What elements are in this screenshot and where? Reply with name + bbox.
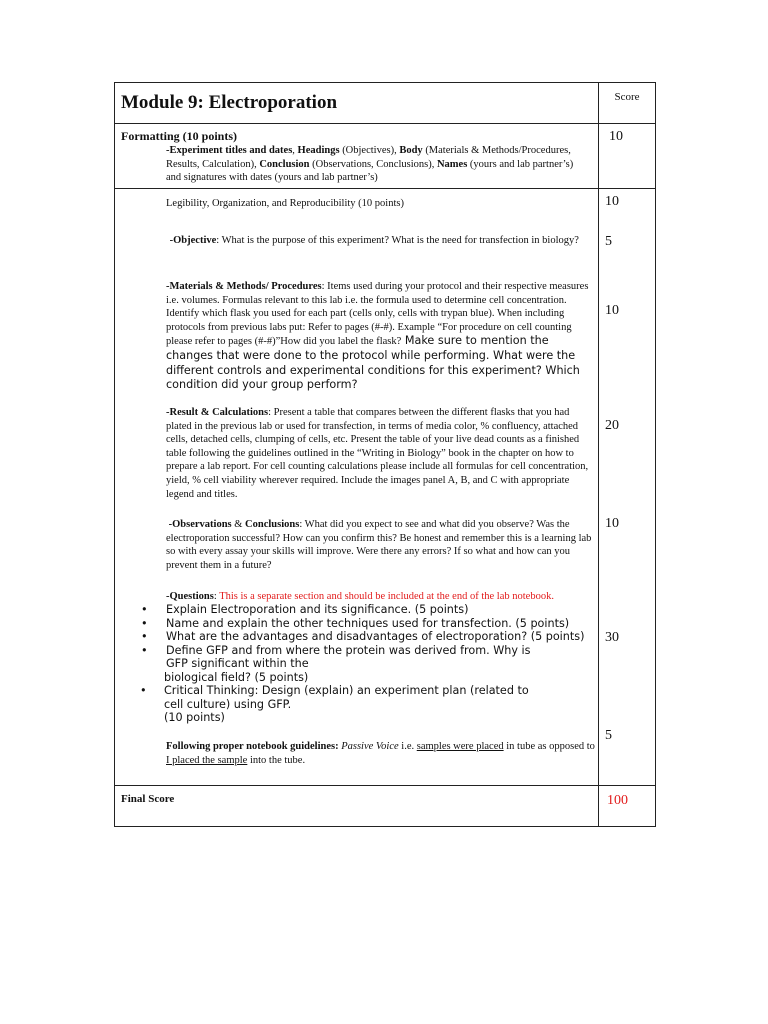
rubric-table <box>114 82 656 827</box>
results-criterion: -Result & Calculations: Present a table that compares between the different flasks that you had plated in the previous lab or used for transfection, in terms of media color, % confluency, attached cells, detached cells, clumping of cells, etc. Present the table of your live dead counts as a finished table following the guidelines outlined in the “Writing in Biology” book in the chapter on how to prepare a lab report. For cell counting calculations please include all formulas for cell concentration, yield, % cell viability wherever required. Include the images panel A, B, and C with appropriate legend and titles. <box>166 407 589 500</box>
formatting-title: Formatting (10 points) <box>121 129 237 143</box>
list-item-continuation: biological field? (5 points) <box>164 670 309 684</box>
questions-list <box>137 603 597 725</box>
objective-score: 5 <box>605 234 612 249</box>
formatting-term: -Experiment titles and dates <box>166 145 293 156</box>
formatting-cell <box>115 124 599 189</box>
list-item: • Critical Thinking: Design (explain) an experiment plan (related to cell culture) using GFP. <box>140 684 529 711</box>
bullet-icon: • <box>141 630 148 643</box>
list-item-continuation: (10 points) <box>164 711 225 724</box>
notebook-label: Following proper notebook guidelines: <box>166 741 339 752</box>
materials-score: 10 <box>605 303 619 318</box>
results-label: -Result & Calculations <box>166 407 269 418</box>
final-score-cell <box>599 786 656 827</box>
questions-score: 30 <box>605 630 619 645</box>
questions-label: -Questions <box>166 591 214 602</box>
formatting-term: Body <box>399 145 423 156</box>
results-score: 20 <box>605 418 619 433</box>
formatting-score: 10 <box>609 129 623 144</box>
formatting-term: Names <box>436 158 468 170</box>
list-item: • Name and explain the other techniques used for transfection. (5 points) <box>141 616 570 630</box>
observations-label: -Observations <box>168 519 232 530</box>
materials-label: -Materials & Methods/ Procedures <box>166 281 322 292</box>
score-header: Score <box>614 91 640 103</box>
notebook-criterion: Following proper notebook guidelines: Passive Voice i.e. samples were placed in tube as opposed to I placed the sample into the tube. <box>166 741 595 766</box>
legibility-criterion: Legibility, Organization, and Reproducibility (10 points) <box>166 198 404 209</box>
final-score-label-cell <box>115 786 599 827</box>
bullet-icon: • <box>140 684 147 697</box>
list-item: • What are the advantages and disadvantages of electroporation? (5 points) <box>141 630 585 643</box>
final-score-label: Final Score <box>121 793 175 805</box>
formatting-description: -Experiment titles and dates, Headings (Objectives), Body (Materials & Methods/Procedures, Results, Calculation), Conclusion (Observations, Conclusions), Names (yours and lab partner’s) and signatures with dates (yours and lab partner’s) <box>166 145 574 184</box>
bullet-icon: • <box>141 616 148 630</box>
bullet-icon: • <box>141 643 148 657</box>
score-header-cell <box>599 83 656 124</box>
objective-criterion: -Objective: What is the purpose of this experiment? What is the need for transfection in biology? <box>169 235 579 246</box>
bullet-icon: • <box>141 603 148 616</box>
questions-criterion: -Questions: This is a separate section and should be included at the end of the lab notebook. <box>166 591 554 602</box>
list-item: • Define GFP and from where the protein was derived from. Why is GFP significant within the <box>141 643 531 670</box>
observations-criterion: -Observations & Conclusions: What did you expect to see and what did you observe? Was the electroporation successful? How can you confirm this? Be honest and remember this is a learning lab so with every assay your skills will improve. Were there any errors? If so what and how can you prevent them in a future? <box>166 519 592 571</box>
questions-note: This is a separate section and should be included at the end of the lab notebook. <box>219 591 554 602</box>
legibility-score: 10 <box>605 194 619 209</box>
title-cell <box>115 83 599 124</box>
formatting-term: Conclusion <box>259 158 310 170</box>
formatting-term: Headings <box>297 145 340 156</box>
criteria-score-cell <box>599 189 656 786</box>
formatting-score-cell <box>599 124 656 189</box>
module-title: Module 9: Electroporation <box>121 92 338 113</box>
conclusions-label: Conclusions <box>245 519 300 530</box>
notebook-score: 5 <box>605 728 612 743</box>
objective-label: -Objective <box>169 235 217 246</box>
criteria-cell <box>115 189 599 786</box>
final-score-value: 100 <box>607 793 628 808</box>
passive-voice-term: Passive Voice <box>341 741 399 752</box>
observations-score: 10 <box>605 516 619 531</box>
list-item: • Explain Electroporation and its significance. (5 points) <box>141 603 469 616</box>
materials-criterion: -Materials & Methods/ Procedures: Items used during your protocol and their respective measures i.e. volumes. Formulas relevant to this lab i.e. the formula used to determine cell concentration. Identify which flask you used for each part (cells only, cells with trypan blue). When including protocols from previous labs put: Refer to pages (#-#). Example “For procedure on cell counting please refer to pages (#-#)”How did you label the flask? Make sure to mention the changes that were done to the protocol while performing. What were the different controls and experimental conditions for this experiment? Which condition did your group perform? <box>166 281 589 392</box>
